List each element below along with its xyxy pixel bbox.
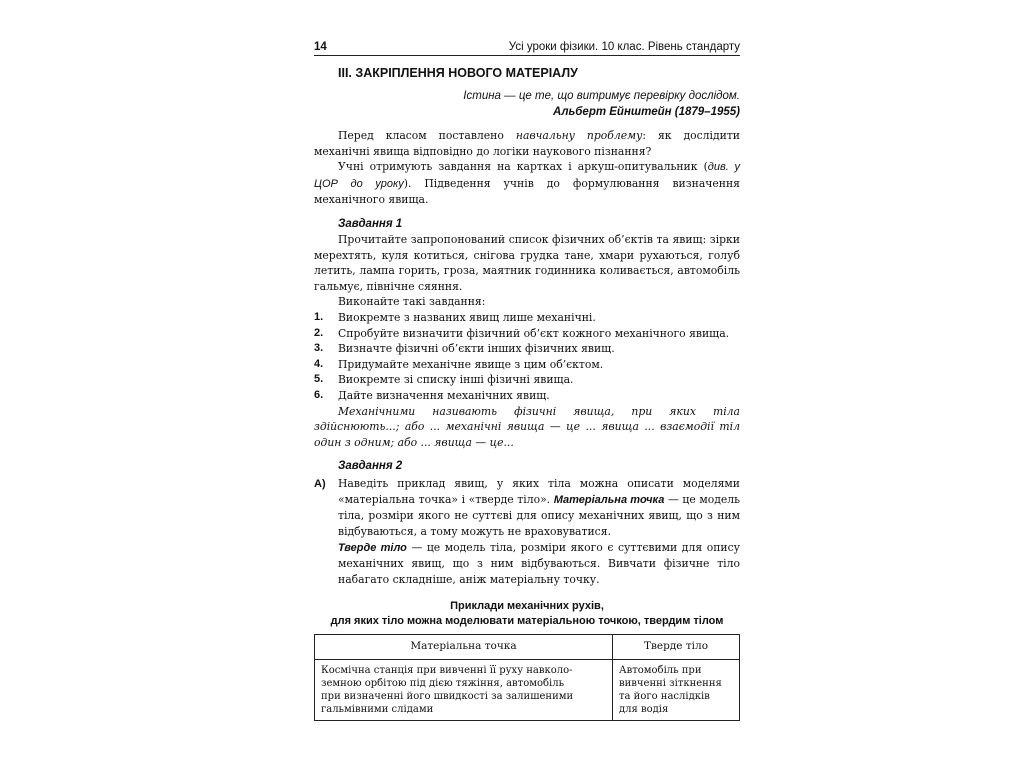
epigraph	[314, 88, 740, 120]
intro-paragraph-2: Учні отримують завдання на картках і аркуш-опитувальник (див. у ЦОР до уроку). Підведення учнів до формулювання визначення механічного явища.	[314, 160, 740, 207]
task2-body	[314, 476, 740, 587]
material-point-term: Матеріальна точка	[553, 493, 665, 506]
task2-item-a	[314, 476, 740, 539]
learning-problem-term: навчальну проблему	[515, 129, 643, 142]
task2-title: Завдання 2	[338, 460, 403, 473]
epigraph-author: Альберт Ейнштейн (1879–1955)	[553, 106, 740, 118]
item-a-label: А)	[314, 478, 326, 491]
item-a-text: Наведіть приклад явищ, у яких тіла можна описати моделями «матеріальна точка» і «тверде тіло». Матеріальна точка — це модель тіла, розміри якого не суттєві для опису механічних явищ, що з ним відбуваються, а тому можуть не враховуватися.	[338, 477, 741, 539]
list-item: 4. Придумайте механічне явище з цим об’єктом.	[314, 357, 604, 371]
task1-text: Прочитайте запропонований список фізичних об’єктів та явищ: зірки мерехтять, куля котиться, снігова грудка тане, хмари рухаються, голуб летить, лампа горить, гроза, маятник годинника коливається, автомобіль гальмує, північне сяяння.	[314, 232, 740, 293]
list-item: 5. Виокремте зі списку інші фізичні явища.	[314, 373, 574, 387]
table-cell: Космічна станція при вивченні її руху навколо- земною орбітою під дією тяжіння, автомобіль при визначенні його швидкості за залишеними гальмівними слідами	[315, 659, 613, 721]
page-number: 14	[314, 41, 327, 53]
examples-table	[314, 634, 740, 721]
intro-text	[314, 128, 740, 208]
task1-subhead: Виконайте такі завдання:	[338, 295, 486, 309]
page-header	[314, 36, 740, 56]
list-item: 6. Дайте визначення механічних явищ.	[314, 388, 550, 402]
table-header-rigid-body: Тверде тіло	[613, 635, 740, 659]
task1-title: Завдання 1	[338, 217, 403, 230]
book-page	[314, 36, 740, 721]
list-item: 2. Спробуйте визначити фізичний об’єкт кожного механічного явища.	[314, 326, 730, 340]
table-caption: Приклади механічних рухів, для яких тіло можна моделювати матеріальною точкою, твердим тілом	[330, 600, 724, 628]
table-row	[315, 659, 740, 721]
rigid-body-definition: Тверде тіло — це модель тіла, розміри якого є суттєвими для опису механічних явищ, що з ним відбуваються. Вивчати фізичне тіло набагато складніше, аніж матеріальну точку.	[338, 540, 740, 586]
resource-reference: див. у ЦОР до уроку	[314, 161, 740, 190]
task1-body	[314, 232, 740, 450]
list-item: 3. Визначте фізичні об’єкти інших фізичних явищ.	[314, 342, 615, 356]
list-item: 1. Виокремте з названих явищ лише механічні.	[314, 310, 596, 324]
table-cell: Автомобіль при вивченні зіткнення та його наслідків для водія	[613, 659, 740, 721]
running-title: Усі уроки фізики. 10 клас. Рівень стандарту	[508, 41, 740, 53]
rigid-body-term: Тверде тіло	[338, 541, 407, 554]
intro-paragraph-1: Перед класом поставлено навчальну проблему: як дослідити механічні явища відповідно до логіки наукового пізнання?	[314, 129, 740, 158]
section-title: III. ЗАКРІПЛЕННЯ НОВОГО МАТЕРІАЛУ	[338, 66, 578, 80]
task1-hint: Механічними називають фізичні явища, при яких тіла здійснюють...; або ... механічні явища — це ... явища ... взаємодії тіл один з одним; або ... явища — це...	[314, 404, 740, 449]
task1-list	[314, 310, 740, 404]
table-header-material-point: Матеріальна точка	[315, 635, 613, 659]
epigraph-quote: Істина — це те, що витримує перевірку дослідом.	[463, 90, 740, 102]
